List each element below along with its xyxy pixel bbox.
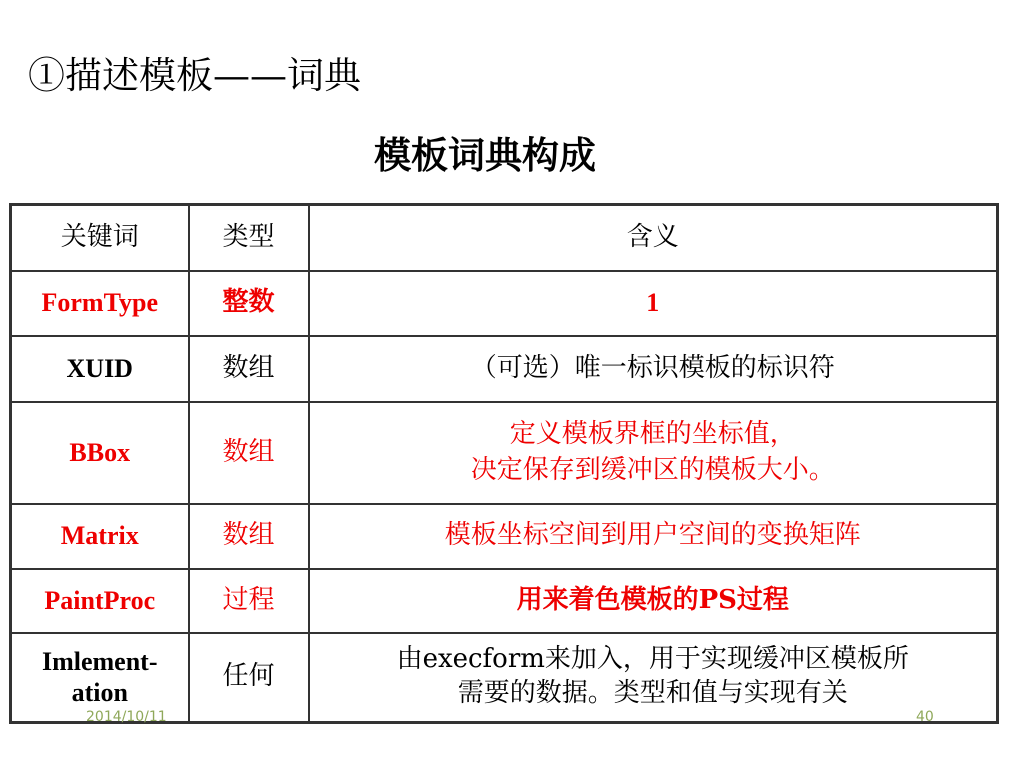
slide-title: ①描述模板——词典 — [28, 54, 361, 97]
keyword-line: ation — [71, 678, 128, 708]
page-number: 40 — [916, 709, 934, 725]
keyword-cell: Matrix — [11, 504, 189, 569]
keyword-cell: FormType — [11, 271, 189, 336]
keyword-line: Imlement- — [41, 647, 158, 677]
meaning-cell — [309, 633, 998, 723]
table-row — [11, 271, 998, 336]
header-type: 类型 — [189, 205, 309, 271]
header-keyword: 关键词 — [11, 205, 189, 271]
template-dictionary-table — [9, 203, 999, 724]
type-cell: 任何 — [189, 633, 309, 723]
meaning-cell: 用来着色模板的PS过程 — [309, 569, 998, 633]
meaning-cell: 1 — [309, 271, 998, 336]
table-row — [11, 336, 998, 402]
keyword-cell: PaintProc — [11, 569, 189, 633]
type-cell: 数组 — [189, 504, 309, 569]
meaning-cell — [309, 402, 998, 504]
meaning-line: 需要的数据。类型和值与实现有关 — [457, 678, 848, 709]
footer-date: 2014/10/11 — [86, 709, 167, 725]
meaning-line: 定义模板界框的坐标值， — [509, 418, 796, 449]
table-row — [11, 569, 998, 633]
table-caption: 模板词典构成 — [374, 133, 596, 177]
type-cell: 整数 — [189, 271, 309, 336]
type-cell: 数组 — [189, 402, 309, 504]
table-row — [11, 504, 998, 569]
meaning-line: 决定保存到缓冲区的模板大小。 — [470, 454, 835, 485]
table-row — [11, 402, 998, 504]
table-header-row — [11, 205, 998, 271]
header-meaning: 含义 — [309, 205, 998, 271]
keyword-cell: BBox — [11, 402, 189, 504]
keyword-cell: XUID — [11, 336, 189, 402]
type-cell: 过程 — [189, 569, 309, 633]
meaning-line: 由execform来加入，用于实现缓冲区模板所 — [396, 644, 909, 675]
type-cell: 数组 — [189, 336, 309, 402]
meaning-cell: （可选）唯一标识模板的标识符 — [309, 336, 998, 402]
meaning-cell: 模板坐标空间到用户空间的变换矩阵 — [309, 504, 998, 569]
